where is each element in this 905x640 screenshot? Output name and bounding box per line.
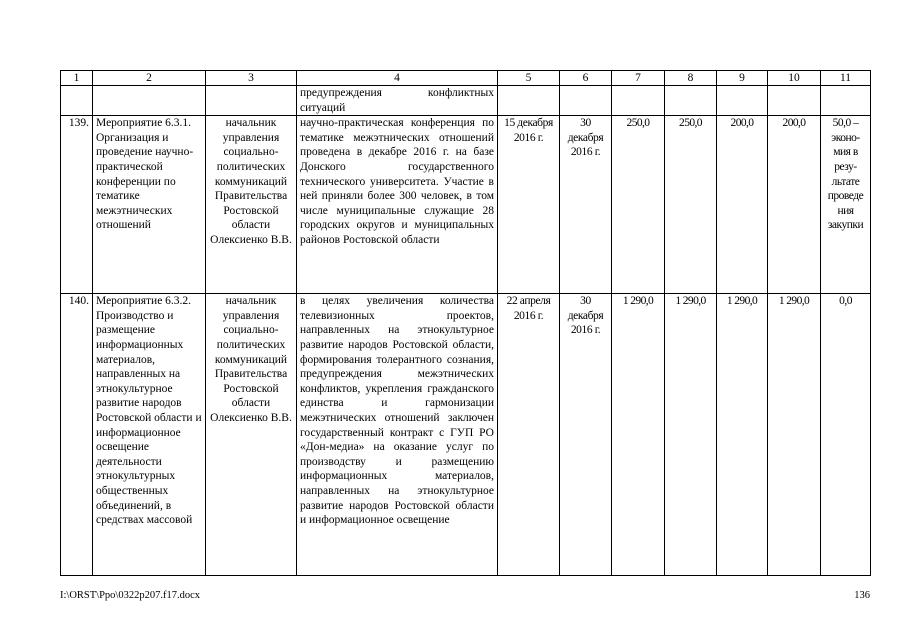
column-number: 9 (717, 71, 768, 86)
end-date: 30 декабря 2016 г. (560, 116, 612, 294)
column-number: 11 (821, 71, 871, 86)
table-row (61, 116, 871, 294)
file-path: I:\ORST\Ppo\0322p207.f17.docx (60, 590, 201, 601)
column-number: 5 (498, 71, 560, 86)
column-number: 1 (61, 71, 93, 86)
note: 50,0 – эконо-мия в резу-льтате проведе ния закупки (821, 116, 871, 294)
column-number: 7 (612, 71, 665, 86)
value-col-8: 250,0 (665, 116, 717, 294)
value-col-8: 1 290,0 (665, 294, 717, 576)
column-number-row (61, 71, 871, 86)
measure-name: Мероприятие 6.3.1. Организация и проведение научно-практической конференции по тематике межэтнических отношений (93, 116, 206, 294)
start-date: 15 декабря 2016 г. (498, 116, 560, 294)
column-number: 8 (665, 71, 717, 86)
column-number: 3 (206, 71, 297, 86)
column-number: 2 (93, 71, 206, 86)
page-number: 136 (854, 590, 870, 601)
responsible-person: начальник управления социально-политических коммуникаций Правительства Ростовской области Олексиенко В.В. (206, 116, 297, 294)
continuation-row (61, 86, 871, 116)
value-col-7: 250,0 (612, 116, 665, 294)
measure-name: Мероприятие 6.3.2. Производство и размещение информационных материалов, направленных на этнокультурное развитие народов Ростовской области и информационное освещение деятельности этнокультурных общественных объединений, в средствах массовой (93, 294, 206, 576)
start-date: 22 апреля 2016 г. (498, 294, 560, 576)
responsible-person: начальник управления социально-политических коммуникаций Правительства Ростовской области Олексиенко В.В. (206, 294, 297, 576)
continuation-text: предупреждения конфликтных ситуаций (297, 86, 498, 116)
value-col-10: 1 290,0 (768, 294, 821, 576)
report-table (60, 70, 871, 576)
value-col-9: 200,0 (717, 116, 768, 294)
column-number: 6 (560, 71, 612, 86)
column-number: 10 (768, 71, 821, 86)
row-number: 139. (61, 116, 93, 294)
column-number: 4 (297, 71, 498, 86)
result-description: в целях увеличения количества телевизионных проектов, направленных на этнокультурное развитие народов Ростовской области, формирования толерантного сознания, предупреждения межэтнических конфликтов, укрепления гражданского единства и гармонизации межэтнических отношений заключен государственный контракт с ГУП РО «Дон-медиа» на оказание услуг по производству и размещению информационных материалов, направленных на этнокультурное развитие народов Ростовской области и информационное освещение (297, 294, 498, 576)
value-col-10: 200,0 (768, 116, 821, 294)
end-date: 30 декабря 2016 г. (560, 294, 612, 576)
value-col-9: 1 290,0 (717, 294, 768, 576)
value-col-7: 1 290,0 (612, 294, 665, 576)
table-row (61, 294, 871, 576)
result-description: научно-практическая конференция по тематике межэтнических отношений проведена в декабре 2016 г. на базе Донского государственного технического университета. Участие в ней приняли более 300 человек, в том числе муниципальные служащие 28 городских округов и муниципальных районов Ростовской области (297, 116, 498, 294)
row-number: 140. (61, 294, 93, 576)
note: 0,0 (821, 294, 871, 576)
